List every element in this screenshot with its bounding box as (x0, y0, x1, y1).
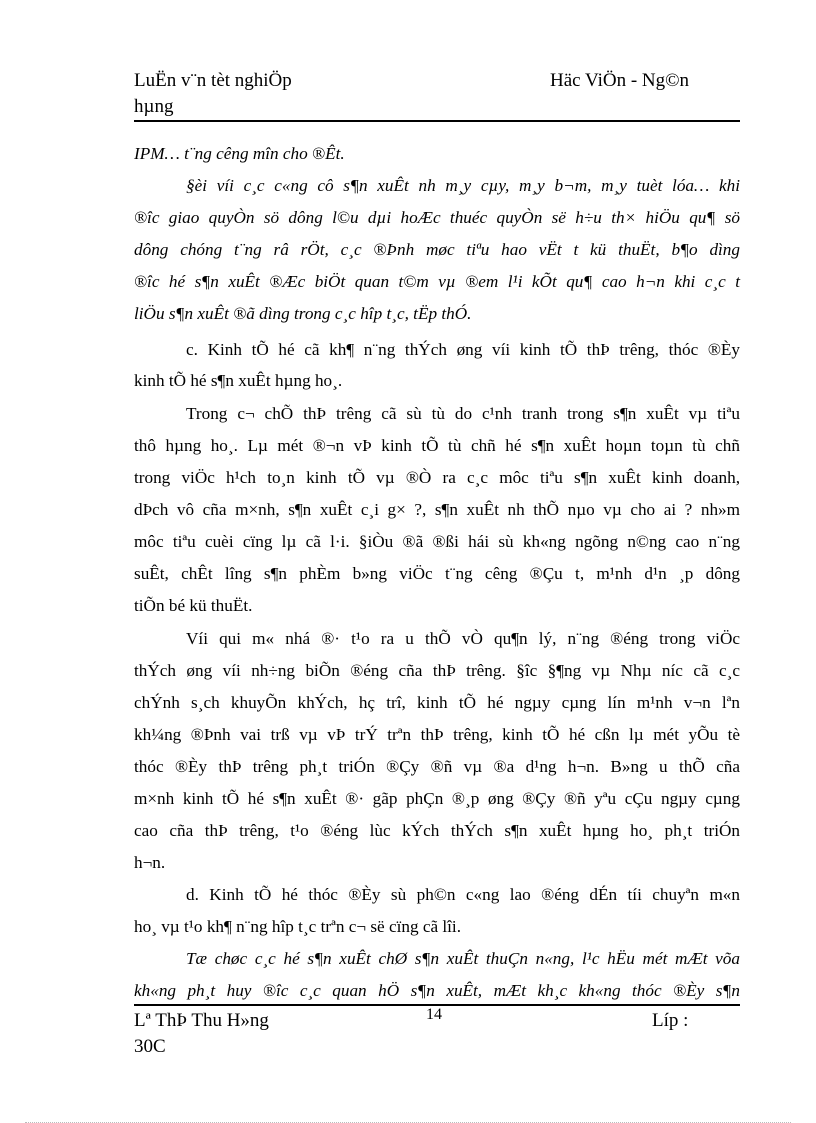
body-line: trong viÖc h¹ch to¸n kinh tÕ vµ ®Ò ra c¸c môc tiªu s¶n xuÊt kinh doanh, (134, 468, 740, 487)
body-line: §èi víi c¸c c«ng cô s¶n xuÊt nh m¸y cµy, m¸y b¬m, m¸y tuèt lóa… khi (186, 176, 740, 195)
footer-author: Lª ThÞ Thu H»ng (134, 1010, 269, 1031)
body-line: Víi qui m« nhá ®· t¹o ra u thÕ vÒ qu¶n lý, n¨ng ®éng trong viÖc (186, 629, 740, 648)
body-line: ®îc hé s¶n xuÊt ®Æc biÖt quan t©m vµ ®em l¹i kÕt qu¶ cao h¬n khi c¸c t (134, 272, 740, 291)
body-line: môc tiªu cuèi cïng lµ cã l·i. §iÒu ®ã ®ßi hái sù kh«ng ngõng n©ng cao n¨ng (134, 532, 740, 551)
body-line: thÝch øng víi nh÷ng biÕn ®éng cña thÞ trêng. §îc §¶ng vµ Nhµ níc cã c¸c (134, 661, 740, 680)
header-right-title: Häc ViÖn - Ng©n (550, 70, 690, 91)
section-c-heading: c. Kinh tÕ hé cã kh¶ n¨ng thÝch øng víi kinh tÕ thÞ trêng, thóc ®Èy (186, 340, 740, 359)
footer-class-label: Líp : (652, 1010, 689, 1031)
page-number: 14 (426, 1006, 442, 1023)
body-line: thô hµng ho¸. Lµ mét ®¬n vÞ kinh tÕ tù chñ hé s¶n xuÊt hoµn toµn tù chñ (134, 436, 740, 455)
body-line: kh¼ng ®Þnh vai trß vµ vÞ trÝ trªn thÞ trêng, kinh tÕ hé cßn lµ mét yÕu tè (134, 725, 740, 744)
body-line: ®îc giao quyÒn sö dông l©u dµi hoÆc thuéc quyÒn së h÷u th× hiÖu qu¶ sö (134, 208, 740, 227)
body-line: cao cña thÞ trêng, t¹o ®éng lùc kÝch thÝch s¶n xuÊt hµng ho¸ ph¸t triÓn (134, 821, 740, 840)
body-line: kinh tÕ hé s¶n xuÊt hµng ho¸. (134, 371, 343, 390)
body-line: liÖu s¶n xuÊt ®ã dìng trong c¸c hîp t¸c, tËp thÓ. (134, 304, 472, 323)
body-line: thóc ®Èy thÞ trêng ph¸t triÓn ®Çy ®ñ vµ ®a d¹ng h¬n. B»ng u thÕ cña (134, 757, 740, 776)
body-line: tiÕn bé kü thuËt. (134, 596, 253, 615)
header-left-title: LuËn v¨n tèt nghiÖp (134, 70, 292, 91)
body-line: Tæ chøc c¸c hé s¶n xuÊt chØ s¶n xuÊt thuÇn n«ng, l¹c hËu mét mÆt võa (186, 949, 740, 968)
body-line: dông chóng t¨ng râ rÖt, c¸c ®Þnh møc tiªu hao vËt t kü thuËt, b¶o dìng (134, 240, 740, 259)
header-left-continuation: hµng (134, 96, 174, 117)
body-line: suÊt, chÊt lîng s¶n phÈm b»ng viÖc t¨ng cêng ®Çu t, m¹nh d¹n ¸p dông (134, 564, 740, 583)
section-d-heading: d. Kinh tÕ hé thóc ®Èy sù ph©n c«ng lao ®éng dÉn tíi chuyªn m«n (186, 885, 740, 904)
body-line: h¬n. (134, 853, 166, 872)
body-line: m×nh kinh tÕ hé s¶n xuÊt ®· gãp phÇn ®¸p øng ®Çy ®ñ yªu cÇu ngµy cµng (134, 789, 740, 808)
body-line: chÝnh s¸ch khuyÕn khÝch, hç trî, kinh tÕ hé ngµy cµng lín m¹nh v¬n lªn (134, 693, 740, 712)
body-line: IPM… t¨ng cêng mîn cho ®Êt. (134, 144, 345, 163)
body-line: Trong c¬ chÕ thÞ trêng cã sù tù do c¹nh tranh trong s¶n xuÊt vµ tiªu (186, 404, 740, 423)
body-line: kh«ng ph¸t huy ®îc c¸c quan hÖ s¶n xuÊt, mÆt kh¸c kh«ng thóc ®Èy s¶n (134, 981, 740, 1000)
header-rule (134, 120, 740, 122)
body-line: ho¸ vµ t¹o kh¶ n¨ng hîp t¸c trªn c¬ së cïng cã lîi. (134, 917, 462, 936)
body-line: dÞch vô cña m×nh, s¶n xuÊt c¸i g× ?, s¶n xuÊt nh thÕ nµo vµ cho ai ? nh»m (134, 500, 740, 519)
footer-class-value: 30C (134, 1036, 166, 1057)
